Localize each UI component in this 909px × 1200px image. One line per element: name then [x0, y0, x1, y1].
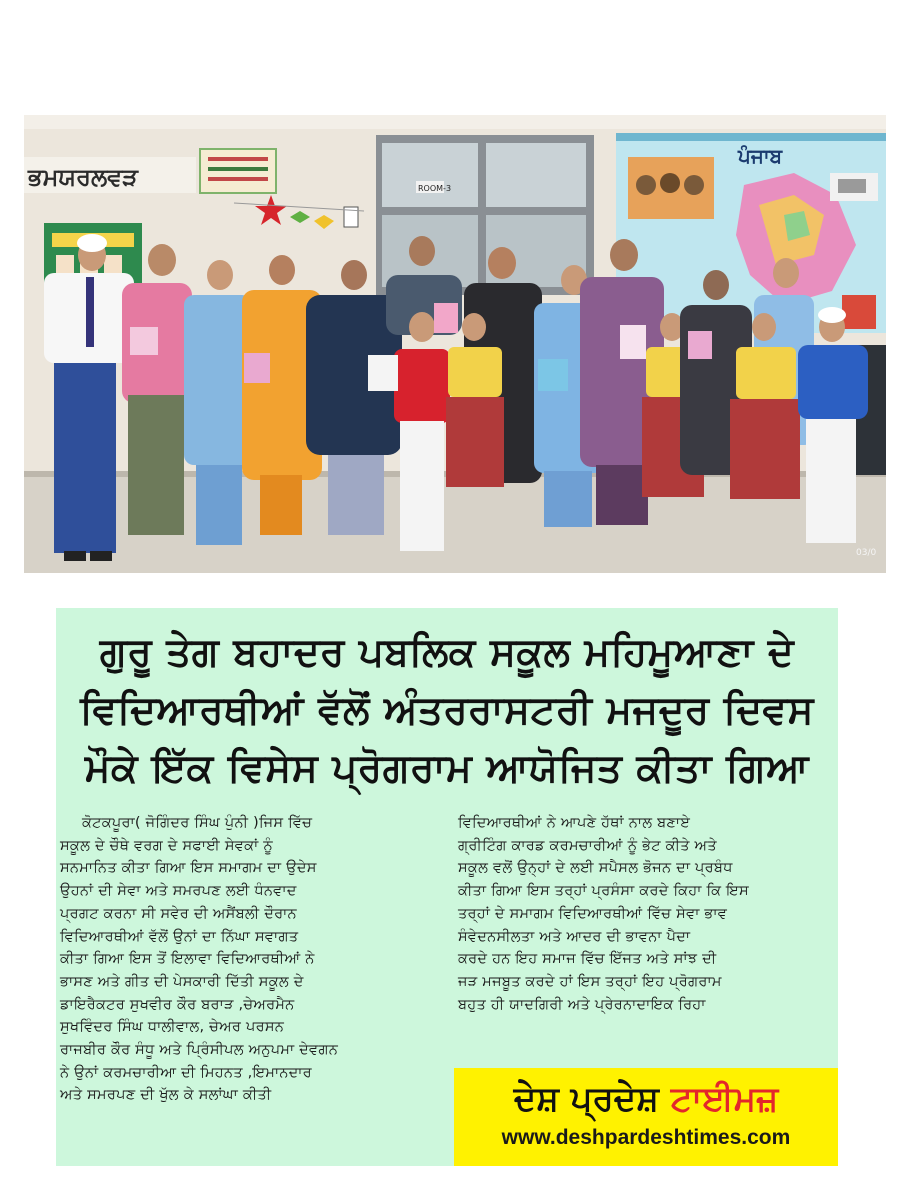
article-line: ਰਾਜਬੀਰ ਕੌਰ ਸੰਧੂ ਅਤੇ ਪ੍ਰਿੰਸੀਪਲ ਅਨੁਪਮਾ ਦੇਵਗਨ	[60, 1041, 339, 1059]
headline	[56, 624, 838, 798]
svg-text:ROOM-3: ROOM-3	[418, 184, 452, 193]
article-line: ਗ੍ਰੀਟਿੰਗ ਕਾਰਡ ਕਰਮਚਾਰੀਆਂ ਨੂੰ ਭੇਟ ਕੀਤੇ ਅਤੇ	[458, 836, 717, 854]
article-line: ਡਾਇਰੈਕਟਰ ਸੁਖਵੀਰ ਕੌਰ ਬਰਾੜ ,ਚੇਅਰਮੈਨ	[60, 995, 295, 1013]
article-line: ਕੀਤਾ ਗਿਆ ਇਸ ਤੋਂ ਇਲਾਵਾ ਵਿਦਿਆਰਥੀਆਂ ਨੇ	[60, 950, 315, 968]
article-column-left	[60, 812, 448, 1107]
article-line: ਸੰਵੇਦਨਸੀਲਤਾ ਅਤੇ ਆਦਰ ਦੀ ਭਾਵਨਾ ਪੈਦਾ	[458, 927, 691, 945]
article-line: ਭਾਸਣ ਅਤੇ ਗੀਤ ਦੀ ਪੇਸਕਾਰੀ ਦਿੱਤੀ ਸਕੂਲ ਦੇ	[60, 972, 304, 990]
masthead-title	[454, 1072, 838, 1126]
article-line: ਸੁਖਵਿੰਦਰ ਸਿੰਘ ਧਾਲੀਵਾਲ, ਚੇਅਰ ਪਰਸਨ	[60, 1018, 285, 1036]
article-line: ਬਹੁਤ ਹੀ ਯਾਦਗਿਰੀ ਅਤੇ ਪ੍ਰੇਰਨਾਦਾਇਕ ਰਿਹਾ	[458, 995, 706, 1013]
article-line: ਪ੍ਰਗਟ ਕਰਨਾ ਸੀ ਸਵੇਰ ਦੀ ਅਸੈਂਬਲੀ ਦੌਰਾਨ	[60, 904, 297, 922]
article-line: ਅਤੇ ਸਮਰਪਣ ਦੀ ਖੁੱਲ ਕੇ ਸਲਾਂਘਾ ਕੀਤੀ	[60, 1086, 272, 1104]
event-photo	[24, 115, 886, 573]
article-line: ਕਰਦੇ ਹਨ ਇਹ ਸਮਾਜ ਵਿੱਚ ਇੱਜਤ ਅਤੇ ਸਾਂਝ ਦੀ	[458, 950, 717, 968]
masthead-title-word2: ਟਾਈਮਜ਼	[670, 1079, 779, 1119]
article-line: ਕੀਤਾ ਗਿਆ ਇਸ ਤਰ੍ਹਾਂ ਪ੍ਰਸੰਸਾ ਕਰਦੇ ਕਿਹਾ ਕਿ ਇਸ	[458, 882, 749, 900]
article-column-right	[458, 812, 832, 1016]
article-line: ਸਕੂਲ ਵਲੋਂ ਉਨ੍ਹਾਂ ਦੇ ਲਈ ਸਪੈਸਲ ਭੋਜਨ ਦਾ ਪ੍ਰਬੰਧ	[458, 859, 733, 877]
wall-sign	[24, 157, 196, 193]
article-line: ਵਿਦਿਆਰਥੀਆਂ ਨੇ ਆਪਣੇ ਹੱਥਾਂ ਨਾਲ ਬਣਾਏ	[458, 814, 691, 831]
article-line: ਕੋਟਕਪੂਰਾ( ਜੋਗਿੰਦਰ ਸਿੰਘ ਪੁੰਨੀ )ਜਿਸ ਵਿੱਚ	[82, 814, 313, 831]
article-line: ਵਿਦਿਆਰਥੀਆਂ ਵੱਲੋਂ ਉਨਾਂ ਦਾ ਨਿੱਘਾ ਸਵਾਗਤ	[60, 927, 299, 945]
article-line: ਤਰ੍ਹਾਂ ਦੇ ਸਮਾਗਮ ਵਿਦਿਆਰਥੀਆਂ ਵਿੱਚ ਸੇਵਾ ਭਾਵ	[458, 904, 728, 922]
svg-text:ਪੰਜਾਬ: ਪੰਜਾਬ	[738, 144, 783, 168]
article-line: ਜੜ ਮਜਬੂਤ ਕਰਦੇ ਹਾਂ ਇਸ ਤਰ੍ਹਾਂ ਇਹ ਪ੍ਰੋਗਰਾਮ	[458, 972, 722, 990]
article-line: ਸਕੂਲ ਦੇ ਚੌਥੇ ਵਰਗ ਦੇ ਸਫਾਈ ਸੇਵਕਾਂ ਨੂੰ	[60, 836, 273, 854]
svg-text:03/0: 03/0	[856, 548, 877, 558]
photo-illustration	[24, 115, 886, 573]
classroom-window	[376, 135, 594, 295]
newspaper-masthead	[454, 1068, 838, 1166]
news-clipping	[56, 608, 838, 1166]
masthead-url: www.deshpardeshtimes.com	[501, 1126, 791, 1149]
masthead-title-word1: ਦੇਸ਼ ਪ੍ਰਦੇਸ਼	[513, 1079, 659, 1119]
headline-line-3: ਮੌਕੇ ਇੱਕ ਵਿਸੇਸ ਪ੍ਰੋਗਰਾਮ ਆਯੋਜਿਤ ਕੀਤਾ ਗਿਆ	[84, 746, 810, 791]
headline-line-2: ਵਿਦਿਆਰਥੀਆਂ ਵੱਲੋਂ ਅੰਤਰਰਾਸਟਰੀ ਮਜਦੂਰ ਦਿਵਸ	[80, 688, 814, 733]
article-line: ਨੇ ਉਨਾਂ ਕਰਮਚਾਰੀਆ ਦੀ ਮਿਹਨਤ ,ਇਮਾਨਦਾਰ	[60, 1063, 312, 1081]
svg-text:ਭਮਯਰਲਵੜ: ਭਮਯਰਲਵੜ	[28, 163, 138, 191]
article-line: ਸਨਮਾਨਿਤ ਕੀਤਾ ਗਿਆ ਇਸ ਸਮਾਗਮ ਦਾ ਉਦੇਸ	[60, 859, 317, 877]
article-line: ਉਹਨਾਂ ਦੀ ਸੇਵਾ ਅਤੇ ਸਮਰਪਣ ਲਈ ਧੰਨਵਾਦ	[60, 882, 297, 900]
headline-line-1: ਗੁਰੂ ਤੇਗ ਬਹਾਦਰ ਪਬਲਿਕ ਸਕੂਲ ਮਹਿਮੂਆਣਾ ਦੇ	[99, 630, 795, 675]
